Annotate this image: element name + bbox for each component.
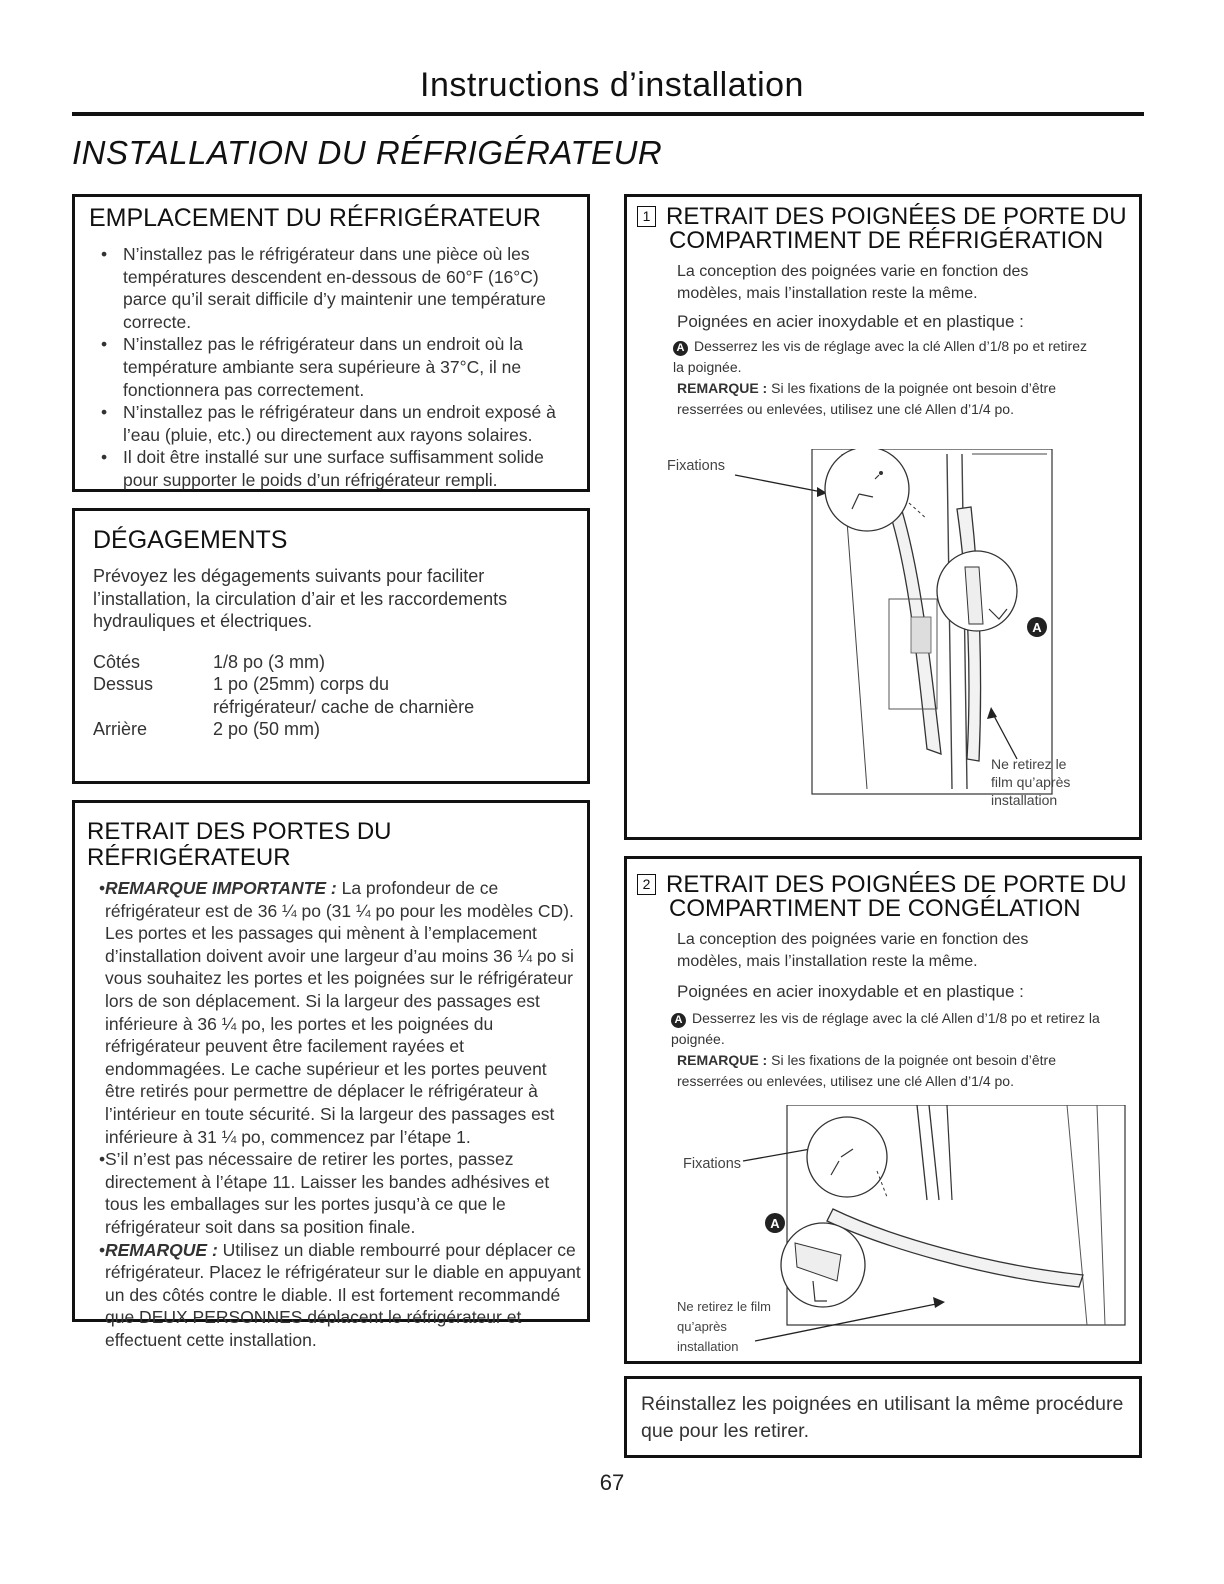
clearance-value: 1/8 po (3 mm) (213, 651, 326, 672)
step2-subhead: Poignées en acier inoxydable et en plastique : (677, 982, 1024, 1001)
step1-note (677, 378, 1091, 420)
emplacement-heading: EMPLACEMENT DU RÉFRIGÉRATEUR (89, 204, 541, 232)
table-row (93, 651, 567, 674)
table-row (93, 673, 567, 718)
reinstall-box (624, 1376, 1142, 1458)
step2-note (677, 1050, 1121, 1092)
step2-instruction-text: Desserrez les vis de réglage avec la clé Allen d’1/8 po et retirez la poignée. (671, 1009, 1100, 1047)
clearance-value: 2 po (50 mm) (213, 719, 321, 740)
note-label: REMARQUE : (677, 1051, 768, 1068)
clearance-label: Arrière (93, 719, 148, 740)
retrait-portes-list (87, 877, 581, 1351)
step2-figure (627, 1105, 1139, 1359)
figure-marker-a: A (770, 1216, 780, 1231)
figure-marker-a: A (1032, 620, 1042, 635)
reinstall-text: Réinstallez les poignées en utilisant la même procédure que pour les retirer. (641, 1393, 1124, 1442)
step2-box (624, 856, 1142, 1364)
remark-important-text: La profondeur de ce réfrigérateur est de 36 ¼ po (31 ¼ po pour les modèles CD). Les portes et les passages qui mènent à l’emplacement d’installation doivent avoir une largeur d’au moins 36 ¼ po si vous souhaitez les portes et les poignées sur le réfrigérateur lors de son déplacement. Si la largeur des passages est inférieure à 36 ¼ po, les portes et les poignées du réfrigérateur peuvent être facilement rayées et endommagées. Le cache supérieur et les portes peuvent être retirés pour permettre de déplacer le réfrigérateur à l’intérieur en toute sécurité. Si la largeur des passages est inférieure à 31 ¼ po, commencez par l’étape 1. (105, 878, 574, 1147)
header-rule (72, 112, 1144, 116)
freezer-handle-illustration (627, 1105, 1139, 1359)
step1-instruction-text: Desserrez les vis de réglage avec la clé Allen d’1/8 po et retirez la poignée. (673, 337, 1087, 375)
list-item: • Il doit être installé sur une surface suffisamment solide pour supporter le poids d’un réfrigérateur rempli. (89, 446, 577, 491)
page-number: 67 (599, 1470, 625, 1495)
step-number: 1 (637, 206, 656, 227)
emplacement-box (72, 194, 590, 492)
step1-instruction (673, 336, 1101, 378)
step1-intro: La conception des poignées varie en fonction des modèles, mais l’installation reste la même. (677, 263, 1029, 302)
step1-figure (627, 449, 1139, 829)
list-item: • N’installez pas le réfrigérateur dans un endroit où la température ambiante sera supérieure à 37°C, il ne fonctionnera pas correctement. (89, 333, 577, 401)
film-warning-label: Ne retirez le film qu’après installation (677, 1299, 771, 1354)
step2-heading-line1: RETRAIT DES POIGNÉES DE PORTE DU (666, 871, 1127, 898)
retrait-portes-box (72, 800, 590, 1350)
step1-heading (637, 205, 1131, 253)
remark-important-label: REMARQUE IMPORTANTE : (105, 878, 337, 898)
step2-instruction (671, 1008, 1111, 1050)
section-title: INSTALLATION DU RÉFRIGÉRATEUR (72, 134, 663, 171)
step2-heading (637, 873, 1131, 921)
step-marker-a: A (673, 341, 688, 356)
clearance-label: Dessus (93, 674, 154, 695)
step2-intro: La conception des poignées varie en fonction des modèles, mais l’installation reste la même. (677, 931, 1029, 970)
list-item (87, 877, 581, 1148)
step1-heading-line1: RETRAIT DES POIGNÉES DE PORTE DU (666, 203, 1127, 230)
remark-text: Utilisez un diable rembourré pour déplacer ce réfrigérateur. Placez le réfrigérateur sur le diable en appuyant un des côtés contre le diable. Il est fortement recommandé que DEUX PERSONNES déplacent le réfrigérateur et effectuent cette installation. (105, 1239, 581, 1350)
step-number: 2 (637, 874, 656, 895)
step-marker-a: A (671, 1013, 686, 1028)
fixations-label: Fixations (667, 458, 726, 474)
list-item: • N’installez pas le réfrigérateur dans une pièce où les températures descendent en-dessous de 60°F (16°C) parce qu’il serait difficile d’y maintenir une température correcte. (89, 243, 577, 333)
page-header-title: Instructions d’installation (420, 66, 804, 104)
table-row (93, 718, 567, 741)
retrait-portes-heading: RETRAIT DES PORTES DU RÉFRIGÉRATEUR (87, 818, 392, 871)
list-item (87, 1148, 581, 1238)
degagements-box (72, 508, 590, 784)
clearance-table (93, 651, 567, 741)
film-warning-label: Ne retirez le film qu’après installation (991, 756, 1071, 808)
step1-heading-line2: COMPARTIMENT DE RÉFRIGÉRATION (669, 227, 1104, 254)
degagements-heading: DÉGAGEMENTS (93, 526, 288, 554)
list-item (87, 1239, 581, 1352)
step1-box (624, 194, 1142, 840)
list-item: • N’installez pas le réfrigérateur dans un endroit exposé à l’eau (pluie, etc.) ou directement aux rayons solaires. (89, 401, 577, 446)
remark-label: REMARQUE : (105, 1239, 218, 1260)
note-label: REMARQUE : (677, 379, 768, 396)
note-text: Si les fixations de la poignée ont besoin d’être resserrées ou enlevées, utilisez une clé Allen d’1/4 po. (677, 1051, 1056, 1089)
fixations-label: Fixations (683, 1156, 742, 1172)
skip-step-text: S’il n’est pas nécessaire de retirer les portes, passez directement à l’étape 11. Laisser les bandes adhésives et tous les emballages sur les portes jusqu’à ce que le réfrigérateur soit dans sa position finale. (105, 1149, 550, 1237)
note-text: Si les fixations de la poignée ont besoin d’être resserrées ou enlevées, utilisez une clé Allen d’1/4 po. (677, 379, 1056, 417)
step2-heading-line2: COMPARTIMENT DE CONGÉLATION (669, 895, 1081, 922)
clearance-value: 1 po (25mm) corps du réfrigérateur/ cache de charnière (213, 674, 475, 717)
step1-subhead: Poignées en acier inoxydable et en plastique : (677, 312, 1024, 331)
degagements-intro: Prévoyez les dégagements suivants pour faciliter l’installation, la circulation d’air et les raccordements hydrauliques et électriques. (93, 566, 508, 631)
clearance-label: Côtés (93, 651, 141, 672)
emplacement-list (89, 243, 577, 492)
